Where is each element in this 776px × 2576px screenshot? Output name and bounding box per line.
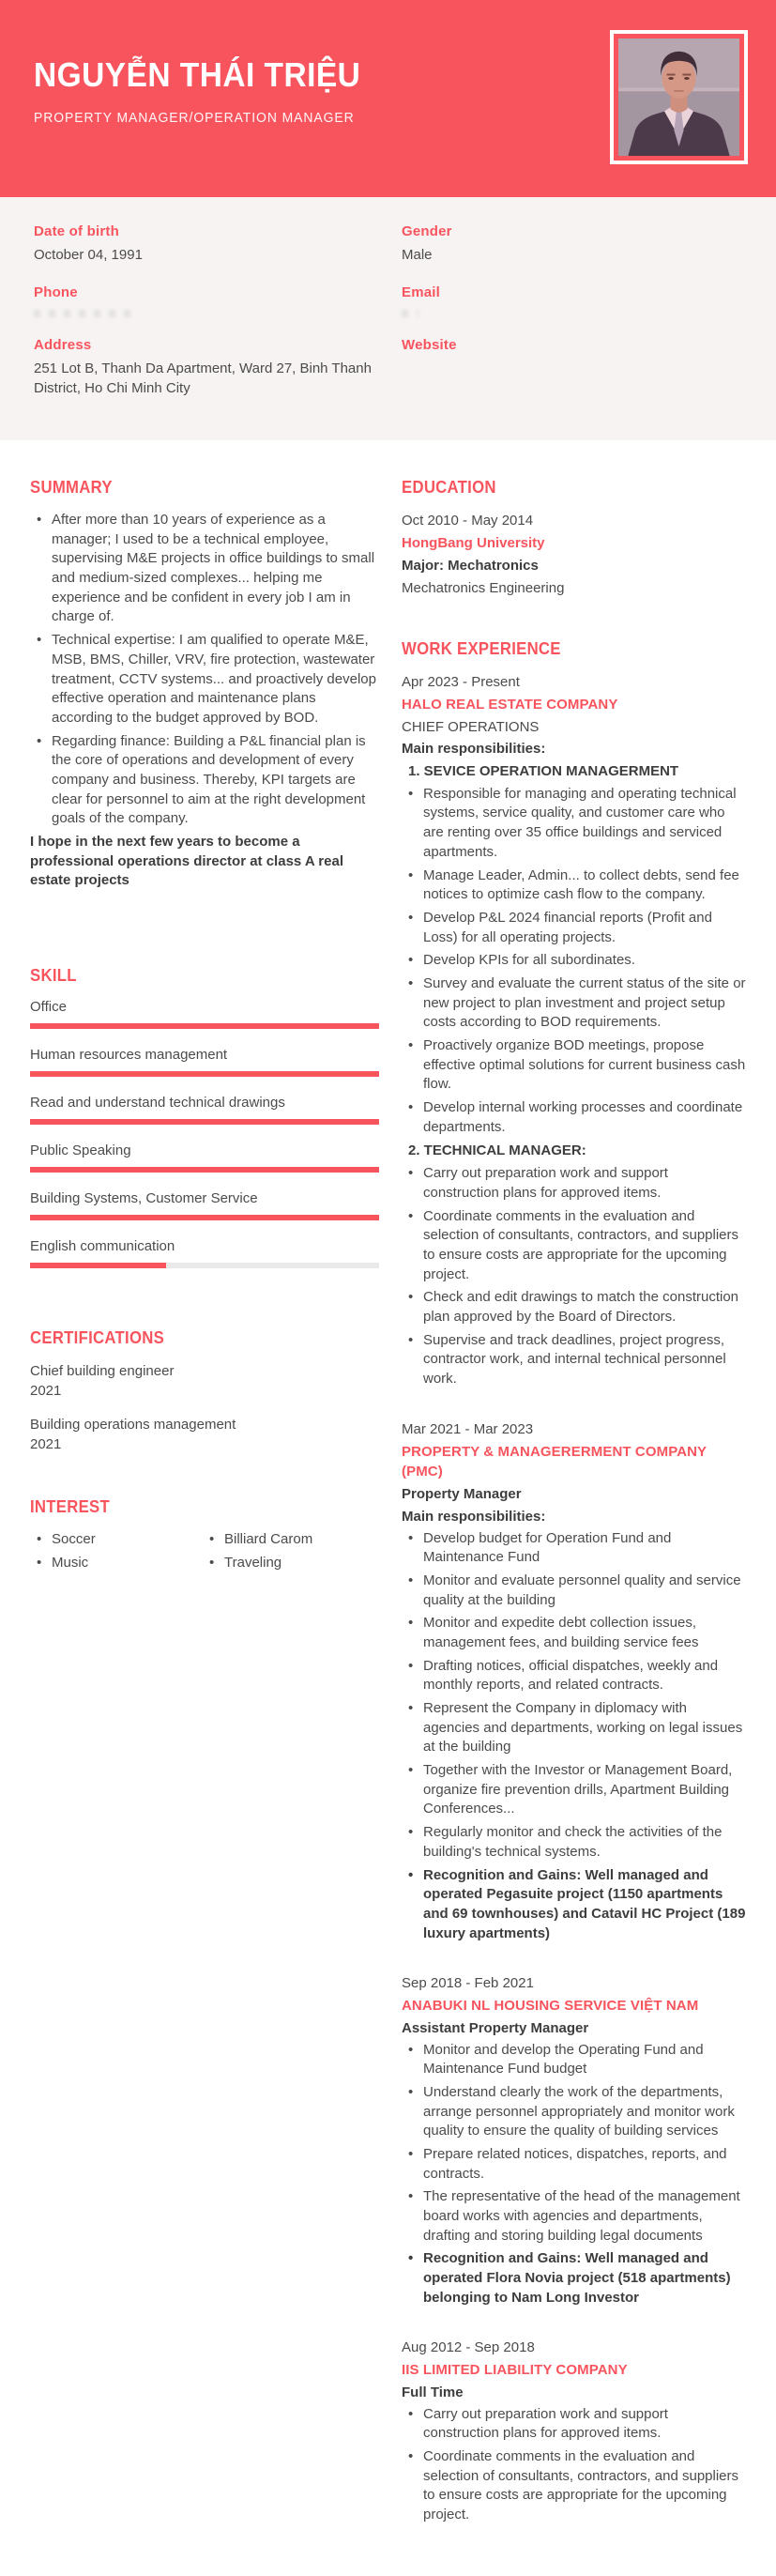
job-role: CHIEF OPERATIONS bbox=[402, 718, 540, 735]
job-bullet: • Coordinate comments in the evaluation and selection of consultants, contractors, and suppliers to ensure costs are appropriate for the upcoming project. bbox=[402, 1207, 746, 1285]
interest-item: • Billiard Carom bbox=[203, 1530, 379, 1550]
job-bullet-list bbox=[402, 1164, 746, 1389]
skill-bar-track bbox=[30, 1167, 379, 1173]
job-bullet: • Develop P&L 2024 financial reports (Profit and Loss) for all operating projects. bbox=[402, 909, 746, 947]
skill-bar-fill bbox=[30, 1263, 166, 1268]
education-school: HongBang University bbox=[402, 535, 545, 551]
skill-name: English communication bbox=[30, 1238, 175, 1255]
summary-bullet: • Regarding finance: Building a P&L financial plan is the core of operations and development of every company and business. Thereby, KPI targets are clear for personnel to aim at the right development goals of the company. bbox=[30, 732, 379, 829]
skill-bar-track bbox=[30, 1263, 379, 1268]
job-bullet: • Develop internal working processes and coordinate departments. bbox=[402, 1098, 746, 1137]
skill-list bbox=[30, 999, 379, 1268]
info-field-value: 251 Lot B, Thanh Da Apartment, Ward 27, Binh Thanh District, Ho Chi Minh City bbox=[34, 360, 372, 396]
education-heading: EDUCATION bbox=[402, 478, 496, 497]
job-bullet: • Understand clearly the work of the departments, arrange personnel appropriately and monitor work quality to ensure the quality of building services bbox=[402, 2083, 746, 2141]
job-bullet: • Carry out preparation work and support construction plans for approved items. bbox=[402, 1164, 746, 1203]
job-group bbox=[402, 2405, 746, 2525]
job-groups bbox=[402, 2041, 746, 2308]
info-field bbox=[402, 284, 742, 317]
job-responsibilities-label: Main responsibilities: bbox=[402, 741, 546, 758]
skill-bar-track bbox=[30, 1215, 379, 1220]
job-period: Sep 2018 - Feb 2021 bbox=[402, 1975, 534, 1992]
skill-bar-track bbox=[30, 1119, 379, 1125]
summary-bullet: • After more than 10 years of experience as a manager; I used to be a technical employee, supervising M&E projects in office buildings to small and medium-sized complexes... helping me experience and be confident in every job I am in charge of. bbox=[30, 511, 379, 627]
job-bullet: • Prepare related notices, dispatches, reports, and contracts. bbox=[402, 2145, 746, 2184]
info-field-value: October 04, 1991 bbox=[34, 247, 143, 263]
certification-item bbox=[30, 1361, 379, 1401]
certification-year: 2021 bbox=[30, 1383, 62, 1400]
job-bullet: • Monitor and evaluate personnel quality and service quality at the building bbox=[402, 1572, 746, 1610]
interest-list bbox=[30, 1530, 379, 1576]
job-groups bbox=[402, 2405, 746, 2525]
job-bullet: • Survey and evaluate the current status of the site or new project to plan investment and project setup costs according to BOD requirements. bbox=[402, 974, 746, 1033]
job-bullet: • Recognition and Gains: Well managed and operated Pegasuite project (1150 apartments and 69 townhouses) and Catavil HC Project (189 luxury apartments) bbox=[402, 1866, 746, 1944]
job-bullet: • Carry out preparation work and support construction plans for approved items. bbox=[402, 2405, 746, 2444]
skill-bar-track bbox=[30, 1023, 379, 1029]
job-bullet: • Regularly monitor and check the activities of the building's technical systems. bbox=[402, 1823, 746, 1862]
job-bullet: • Drafting notices, official dispatches, weekly and monthly reports, and related contracts. bbox=[402, 1657, 746, 1695]
job-bullet: • Supervise and track deadlines, project progress, contractor work, and internal technical personnel work. bbox=[402, 1331, 746, 1389]
job-entry bbox=[402, 2338, 746, 2524]
page-header bbox=[0, 0, 776, 197]
redacted-value bbox=[34, 310, 139, 317]
redacted-value bbox=[402, 310, 418, 317]
work-experience-heading: WORK EXPERIENCE bbox=[402, 639, 561, 658]
interest-heading: INTEREST bbox=[30, 1497, 111, 1517]
summary-goal: I hope in the next few years to become a professional operations director at class A real estate projects bbox=[30, 834, 343, 889]
certifications-list bbox=[30, 1361, 379, 1454]
skill-name: Read and understand technical drawings bbox=[30, 1095, 285, 1112]
job-group-title: 2. TECHNICAL MANAGER: bbox=[408, 1142, 586, 1159]
skill-bar-fill bbox=[30, 1071, 379, 1077]
job-company: IIS LIMITED LIABILITY COMPANY bbox=[402, 2362, 628, 2379]
skill-item bbox=[30, 1190, 379, 1220]
info-field bbox=[402, 223, 742, 265]
job-entry bbox=[402, 1973, 746, 2308]
summary-list bbox=[30, 511, 379, 829]
job-bullet: • Monitor and develop the Operating Fund and Maintenance Fund budget bbox=[402, 2041, 746, 2079]
job-bullet: • Recognition and Gains: Well managed and operated Flora Novia project (518 apartments) belonging to Nam Long Investor bbox=[402, 2249, 746, 2308]
job-period: Mar 2021 - Mar 2023 bbox=[402, 1420, 534, 1437]
certifications-section bbox=[30, 1328, 379, 1454]
info-field bbox=[34, 337, 400, 398]
job-bullet: • Develop budget for Operation Fund and Maintenance Fund bbox=[402, 1529, 746, 1568]
job-bullet-list bbox=[402, 2041, 746, 2308]
education-period: Oct 2010 - May 2014 bbox=[402, 513, 534, 529]
content-columns bbox=[0, 440, 776, 2576]
skill-bar-fill bbox=[30, 1023, 379, 1029]
job-role: Full Time bbox=[402, 2384, 464, 2400]
skill-item bbox=[30, 999, 379, 1029]
skill-item bbox=[30, 1095, 379, 1125]
interest-section bbox=[30, 1497, 379, 1576]
info-field-value: Male bbox=[402, 247, 433, 263]
info-field bbox=[34, 284, 400, 317]
job-company: HALO REAL ESTATE COMPANY bbox=[402, 696, 618, 713]
info-field-label: Email bbox=[402, 284, 441, 300]
job-bullet: • Manage Leader, Admin... to collect debts, send fee notices to optimize cash flow to the company. bbox=[402, 866, 746, 905]
profile-photo-image bbox=[618, 38, 739, 156]
interest-item: • Music bbox=[30, 1554, 203, 1573]
job-bullet: • Develop KPIs for all subordinates. bbox=[402, 951, 746, 971]
certification-year: 2021 bbox=[30, 1436, 62, 1453]
interest-item: • Traveling bbox=[203, 1554, 379, 1573]
job-bullet-list bbox=[402, 785, 746, 1138]
info-field bbox=[402, 337, 742, 398]
right-column bbox=[402, 478, 746, 2576]
certification-name: Chief building engineer bbox=[30, 1363, 175, 1380]
job-group bbox=[402, 761, 746, 1137]
job-bullet: • The representative of the head of the management board works with agencies and departments, drafting and storing building legal documents bbox=[402, 2187, 746, 2246]
skill-item bbox=[30, 1142, 379, 1173]
skill-item bbox=[30, 1238, 379, 1268]
summary-section bbox=[30, 478, 379, 891]
job-period: Aug 2012 - Sep 2018 bbox=[402, 2339, 535, 2356]
job-responsibilities-label: Main responsibilities: bbox=[402, 1508, 546, 1525]
certification-name: Building operations management bbox=[30, 1417, 236, 1434]
info-field-label: Website bbox=[402, 337, 457, 353]
skill-bar-fill bbox=[30, 1119, 379, 1125]
job-bullet: • Coordinate comments in the evaluation and selection of consultants, contractors, and suppliers to ensure costs are appropriate for the upcoming project. bbox=[402, 2447, 746, 2525]
job-role: Property Manager bbox=[402, 1486, 522, 1502]
info-field-label: Gender bbox=[402, 223, 452, 239]
info-field-label: Date of birth bbox=[34, 223, 119, 239]
job-entry bbox=[402, 672, 746, 1389]
summary-bullet: • Technical expertise: I am qualified to operate M&E, MSB, BMS, Chiller, VRV, fire protection, wastewater treatment, CCTV systems... and proactively develop effective operation and maintenance plans according to the budget approved by BOD. bbox=[30, 631, 379, 728]
job-entry bbox=[402, 1419, 746, 1944]
work-experience-section bbox=[402, 639, 746, 2525]
skill-section bbox=[30, 966, 379, 1268]
candidate-name: NGUYỄN THÁI TRIỆU bbox=[34, 55, 361, 94]
left-column bbox=[30, 478, 379, 2576]
job-bullet: • Responsible for managing and operating technical systems, service quality, and customer care who are renting over 35 office buildings and serviced apartments. bbox=[402, 785, 746, 863]
job-group bbox=[402, 2041, 746, 2308]
certifications-heading: CERTIFICATIONS bbox=[30, 1328, 165, 1348]
job-bullet-list bbox=[402, 2405, 746, 2525]
skill-name: Human resources management bbox=[30, 1047, 228, 1064]
skill-name: Building Systems, Customer Service bbox=[30, 1190, 258, 1207]
job-groups bbox=[402, 761, 746, 1389]
skill-item bbox=[30, 1047, 379, 1077]
summary-heading: SUMMARY bbox=[30, 478, 113, 497]
info-field-label: Address bbox=[34, 337, 92, 353]
contact-info-bar bbox=[0, 197, 776, 440]
skill-name: Office bbox=[30, 999, 67, 1016]
education-major: Major: Mechatronics bbox=[402, 558, 539, 574]
job-company: ANABUKI NL HOUSING SERVICE VIỆT NAM bbox=[402, 1998, 699, 2014]
job-bullet-list bbox=[402, 1529, 746, 1944]
job-period: Apr 2023 - Present bbox=[402, 674, 520, 690]
job-group-title: 1. SEVICE OPERATION MANAGERMENT bbox=[408, 763, 679, 779]
job-role: Assistant Property Manager bbox=[402, 2019, 589, 2036]
education-section bbox=[402, 478, 746, 598]
skill-bar-track bbox=[30, 1071, 379, 1077]
contact-info-grid bbox=[34, 223, 742, 418]
skill-heading: SKILL bbox=[30, 966, 77, 986]
job-group bbox=[402, 1529, 746, 1944]
job-group bbox=[402, 1141, 746, 1388]
profile-photo bbox=[610, 30, 748, 164]
job-company: PROPERTY & MANAGERERMENT COMPANY (PMC) bbox=[402, 1443, 707, 1480]
candidate-job-title: PROPERTY MANAGER/OPERATION MANAGER bbox=[34, 109, 355, 126]
certification-item bbox=[30, 1415, 379, 1454]
job-bullet: • Together with the Investor or Management Board, organize fire prevention drills, Apartment Building Conferences... bbox=[402, 1761, 746, 1819]
interest-item: • Soccer bbox=[30, 1530, 203, 1550]
skill-bar-fill bbox=[30, 1167, 379, 1173]
skill-name: Public Speaking bbox=[30, 1142, 131, 1159]
info-field-label: Phone bbox=[34, 284, 78, 300]
job-bullet: • Check and edit drawings to match the construction plan approved by the Board of Directors. bbox=[402, 1288, 746, 1326]
education-detail: Mechatronics Engineering bbox=[402, 580, 565, 596]
skill-bar-fill bbox=[30, 1215, 379, 1220]
job-list bbox=[402, 672, 746, 2525]
job-bullet: • Proactively organize BOD meetings, propose effective optimal solutions for current business cash flow. bbox=[402, 1036, 746, 1095]
job-groups bbox=[402, 1529, 746, 1944]
info-field bbox=[34, 223, 400, 265]
job-bullet: • Represent the Company in diplomacy with agencies and departments, working on legal issues at the building bbox=[402, 1699, 746, 1757]
job-bullet: • Monitor and expedite debt collection issues, management fees, and building service fees bbox=[402, 1614, 746, 1652]
